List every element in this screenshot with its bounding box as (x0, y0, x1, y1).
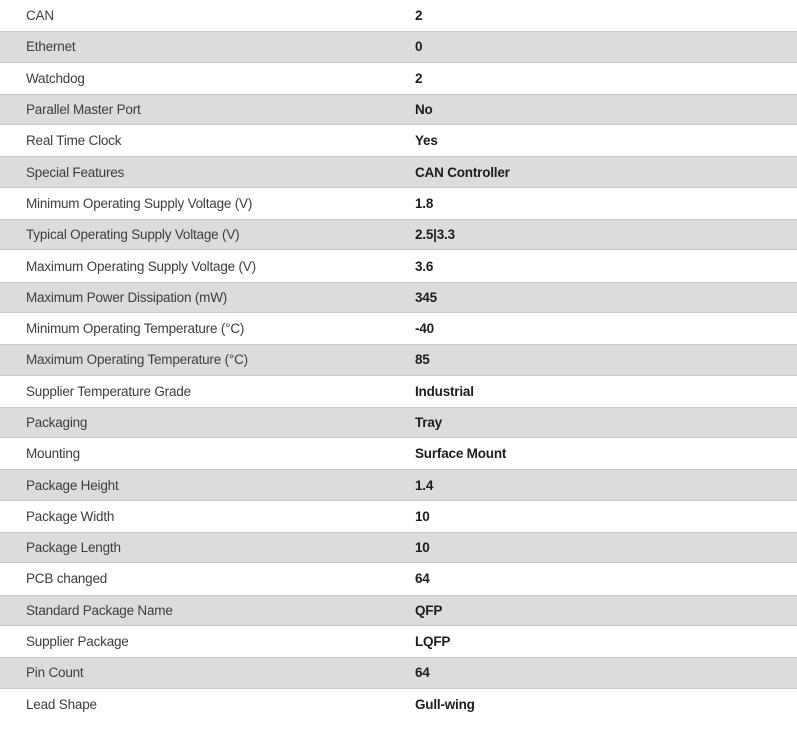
spec-attribute-label: Minimum Operating Temperature (°C) (26, 321, 245, 337)
spec-attribute-value: 3.6 (415, 258, 434, 274)
spec-attribute-value: 1.8 (415, 195, 434, 211)
spec-attribute-value: 64 (415, 571, 430, 587)
spec-attribute-value: 2.5|3.3 (415, 227, 455, 243)
spec-attribute-label: Standard Package Name (26, 602, 173, 618)
spec-table-row (0, 156, 797, 187)
spec-attribute-label: Package Width (26, 508, 115, 524)
spec-attribute-value: Tray (415, 415, 442, 430)
spec-table-row (0, 282, 797, 313)
spec-attribute-label: Lead Shape (26, 696, 97, 712)
spec-attribute-value: 64 (415, 665, 430, 681)
spec-attribute-label: Watchdog (26, 70, 85, 86)
spec-table-row (0, 438, 797, 469)
spec-table-row (0, 63, 797, 94)
spec-attribute-value: 85 (415, 352, 430, 368)
spec-attribute-label: Pin Count (26, 665, 84, 681)
spec-attribute-value: 2 (415, 8, 423, 24)
spec-attribute-value: No (415, 102, 433, 118)
spec-attribute-label: Maximum Operating Supply Voltage (V) (26, 258, 256, 274)
spec-attribute-value: Surface Mount (415, 446, 507, 462)
spec-table-row (0, 188, 797, 219)
spec-attribute-label: Packaging (26, 415, 88, 430)
spec-table-row (0, 250, 797, 281)
spec-attribute-value: 0 (415, 39, 423, 55)
spec-attribute-label: Minimum Operating Supply Voltage (V) (26, 195, 253, 211)
spec-attribute-value: CAN Controller (415, 164, 510, 180)
spec-attribute-value: QFP (415, 602, 443, 618)
spec-table-row (0, 689, 797, 720)
spec-attribute-value: 2 (415, 70, 423, 86)
spec-table-row (0, 595, 797, 626)
spec-attribute-label: Special Features (26, 164, 125, 180)
spec-attribute-value: 10 (415, 508, 430, 524)
spec-attribute-label: PCB changed (26, 571, 108, 587)
spec-table-row (0, 0, 797, 31)
spec-table-row (0, 532, 797, 563)
spec-table-row (0, 657, 797, 688)
spec-attribute-value: 10 (415, 540, 430, 556)
spec-table-row (0, 501, 797, 532)
spec-attribute-value: -40 (415, 321, 434, 337)
spec-table-row (0, 31, 797, 62)
spec-attribute-label: Real Time Clock (26, 133, 122, 149)
spec-attribute-value: 345 (415, 289, 437, 305)
spec-attribute-label: Typical Operating Supply Voltage (V) (26, 227, 240, 243)
spec-table-row (0, 125, 797, 156)
spec-table-row (0, 94, 797, 125)
spec-attribute-value: Industrial (415, 383, 474, 399)
spec-attribute-value: LQFP (415, 634, 451, 650)
spec-attribute-label: Package Height (26, 477, 119, 493)
spec-attribute-label: Package Length (26, 540, 121, 556)
spec-table-row (0, 344, 797, 375)
spec-attribute-label: Parallel Master Port (26, 102, 141, 118)
spec-attribute-label: CAN (26, 8, 54, 24)
spec-attribute-label: Maximum Power Dissipation (mW) (26, 289, 228, 305)
spec-attribute-label: Supplier Temperature Grade (26, 383, 191, 399)
spec-attribute-label: Mounting (26, 446, 80, 462)
spec-table-row (0, 313, 797, 344)
spec-attribute-label: Ethernet (26, 39, 76, 55)
spec-table-row (0, 407, 797, 438)
spec-attribute-label: Maximum Operating Temperature (°C) (26, 352, 248, 368)
spec-table-row (0, 376, 797, 407)
spec-table-row (0, 469, 797, 500)
spec-table-row (0, 626, 797, 657)
spec-attribute-label: Supplier Package (26, 634, 129, 650)
spec-attribute-value: Yes (415, 133, 438, 149)
spec-attribute-value: Gull-wing (415, 696, 475, 712)
spec-attribute-value: 1.4 (415, 477, 434, 493)
spec-table-row (0, 563, 797, 594)
spec-table-row (0, 219, 797, 250)
